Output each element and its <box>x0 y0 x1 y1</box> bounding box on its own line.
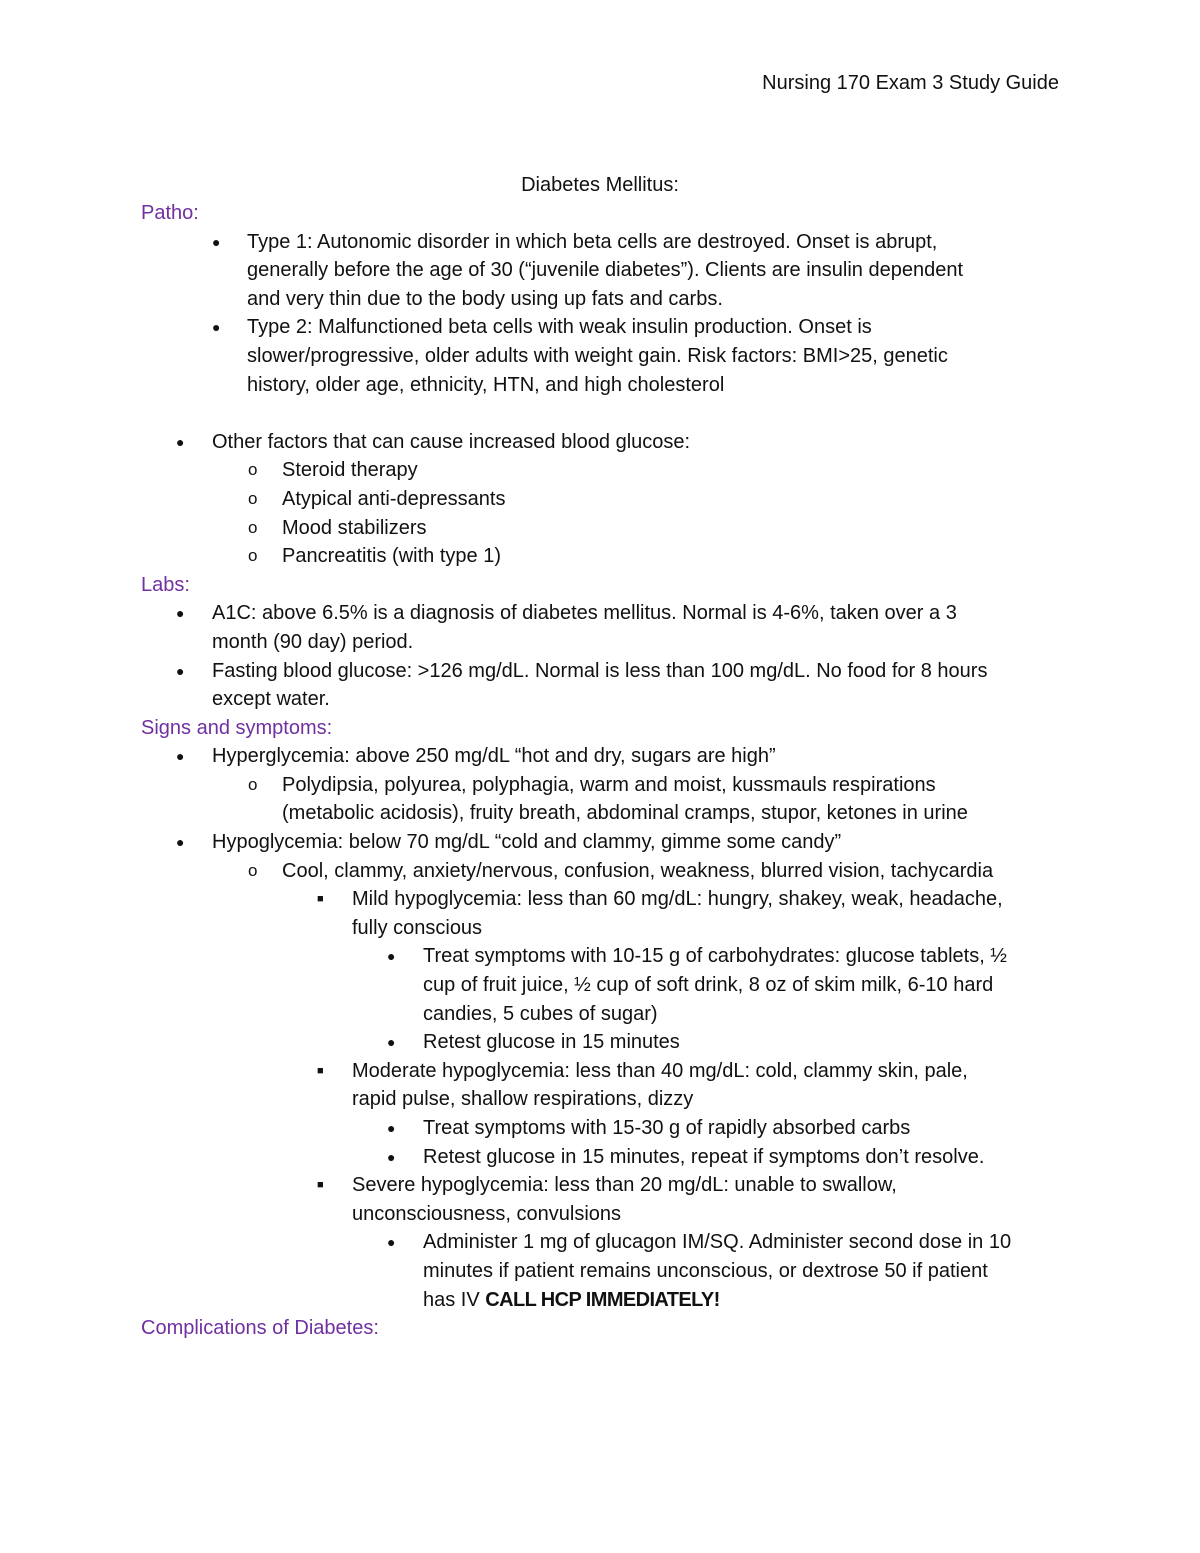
list-item-hypoglycemia: ● Hypoglycemia: below 70 mg/dL “cold and clammy, gimme some candy” <box>141 828 1061 857</box>
sub-item-factor: o Pancreatitis (with type 1) <box>141 542 1061 571</box>
sub-sub-item-mild: ■ Mild hypoglycemia: less than 60 mg/dL: hungry, shakey, weak, headache, <box>141 885 1061 914</box>
bullet-disc-icon: ● <box>387 1148 396 1165</box>
level4-item-moderate-retest: ● Retest glucose in 15 minutes, repeat if symptoms don’t resolve. <box>141 1143 1061 1172</box>
bullet-circle-icon: o <box>248 488 258 508</box>
level4-item-severe-treat: ● Administer 1 mg of glucagon IM/SQ. Administer second dose in 10 <box>141 1228 1061 1257</box>
level4-item-mild-treat: ● Treat symptoms with 10-15 g of carbohydrates: glucose tablets, ½ <box>141 942 1061 971</box>
bullet-square-icon: ■ <box>317 893 324 906</box>
list-item-text: unconsciousness, convulsions <box>352 1202 622 1225</box>
section-heading-labs: Labs: <box>141 573 190 596</box>
list-item-type1: ● Type 1: Autonomic disorder in which beta cells are destroyed. Onset is abrupt, <box>141 228 1061 257</box>
bullet-disc-icon: ● <box>176 748 185 765</box>
list-item-text: except water. <box>212 688 330 711</box>
list-item-text: history, older age, ethnicity, HTN, and high cholesterol <box>247 373 725 396</box>
bullet-disc-icon: ● <box>212 233 221 250</box>
list-item-text: cup of fruit juice, ½ cup of soft drink, 8 oz of skim milk, 6-10 hard <box>423 974 994 997</box>
list-item-text: has IV CALL HCP IMMEDIATELY! <box>423 1288 720 1311</box>
bullet-disc-icon: ● <box>176 834 185 851</box>
emphasis-text: CALL HCP IMMEDIATELY! <box>485 1288 720 1311</box>
bullet-disc-icon: ● <box>387 1234 396 1251</box>
section-heading-signs: Signs and symptoms: <box>141 716 333 739</box>
level4-item-moderate-treat: ● Treat symptoms with 15-30 g of rapidly absorbed carbs <box>141 1114 1061 1143</box>
sub-sub-item-moderate: ■ Moderate hypoglycemia: less than 40 mg/dL: cold, clammy skin, pale, <box>141 1057 1061 1086</box>
page-header: Nursing 170 Exam 3 Study Guide <box>762 72 1059 94</box>
list-item-a1c: ● A1C: above 6.5% is a diagnosis of diabetes mellitus. Normal is 4-6%, taken over a 3 <box>141 599 1061 628</box>
level4-item-mild-retest: ● Retest glucose in 15 minutes <box>141 1028 1061 1057</box>
bullet-square-icon: ■ <box>317 1064 324 1077</box>
bullet-square-icon: ■ <box>317 1179 324 1192</box>
list-item-hyperglycemia: ● Hyperglycemia: above 250 mg/dL “hot and dry, sugars are high” <box>141 742 1061 771</box>
bullet-disc-icon: ● <box>176 433 185 450</box>
bullet-circle-icon: o <box>248 546 258 566</box>
sub-item-factor: o Steroid therapy <box>141 456 1061 485</box>
section-heading-patho: Patho: <box>141 202 199 224</box>
list-item-text: rapid pulse, shallow respirations, dizzy <box>352 1088 694 1111</box>
document-body <box>141 199 1061 1343</box>
list-item-text: fully conscious <box>352 916 483 939</box>
list-item-type2: ● Type 2: Malfunctioned beta cells with weak insulin production. Onset is <box>141 313 1061 342</box>
list-item-text: minutes if patient remains unconscious, or dextrose 50 if patient <box>423 1259 988 1282</box>
sub-item-factor: o Mood stabilizers <box>141 514 1061 543</box>
sub-item-hyper-symptoms: o Polydipsia, polyurea, polyphagia, warm and moist, kussmauls respirations <box>141 771 1061 800</box>
list-item-text: candies, 5 cubes of sugar) <box>423 1002 658 1025</box>
sub-sub-item-severe: ■ Severe hypoglycemia: less than 20 mg/dL: unable to swallow, <box>141 1171 1061 1200</box>
sub-item-hypo-symptoms: o Cool, clammy, anxiety/nervous, confusion, weakness, blurred vision, tachycardia <box>141 857 1061 886</box>
list-item-other-factors: ● Other factors that can cause increased blood glucose: <box>141 428 1061 457</box>
bullet-disc-icon: ● <box>387 948 396 965</box>
list-item-text: month (90 day) period. <box>212 630 414 653</box>
list-item-text: and very thin due to the body using up fats and carbs. <box>247 287 723 310</box>
list-item-text: generally before the age of 30 (“juvenile diabetes”). Clients are insulin dependent <box>247 259 964 282</box>
list-item-text: slower/progressive, older adults with weight gain. Risk factors: BMI>25, genetic <box>247 344 948 367</box>
bullet-circle-icon: o <box>248 517 258 537</box>
bullet-disc-icon: ● <box>387 1120 396 1136</box>
bullet-disc-icon: ● <box>176 605 185 622</box>
section-heading-complications: Complications of Diabetes: <box>141 1317 379 1340</box>
bullet-circle-icon: o <box>248 460 258 480</box>
bullet-disc-icon: ● <box>212 319 221 336</box>
blank-line <box>141 399 1061 428</box>
bullet-disc-icon: ● <box>387 1034 396 1051</box>
sub-item-factor: o Atypical anti-depressants <box>141 485 1061 514</box>
list-item-fasting: ● Fasting blood glucose: >126 mg/dL. Normal is less than 100 mg/dL. No food for 8 hours <box>141 657 1061 686</box>
bullet-circle-icon: o <box>248 774 258 794</box>
bullet-circle-icon: o <box>248 860 258 880</box>
bullet-disc-icon: ● <box>176 662 185 679</box>
list-item-text: (metabolic acidosis), fruity breath, abdominal cramps, stupor, ketones in urine <box>282 802 968 825</box>
document-title: Diabetes Mellitus: <box>521 174 679 196</box>
